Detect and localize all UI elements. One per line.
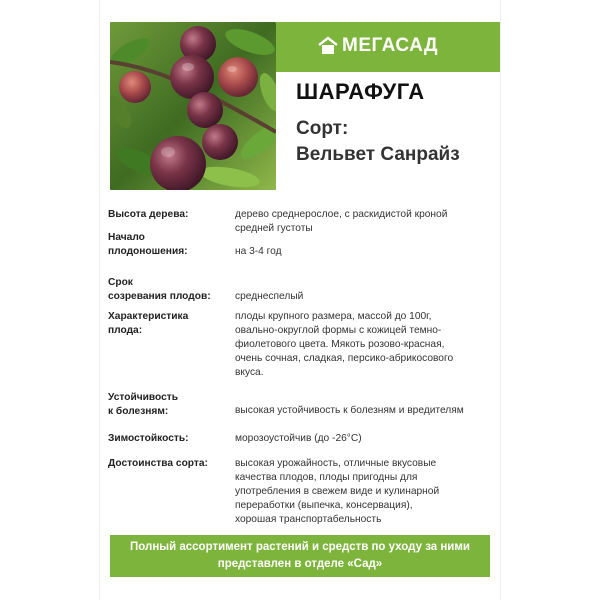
spec-value: плоды крупного размера, массой до 100г, овально-округлой формы с кожицей темно- фиолетового цвета. Мякоть розово-красная, очень сочная, сладкая, персико-абрикосового вкуса. <box>235 311 454 378</box>
spec-key: Начало плодоношения: <box>108 232 188 257</box>
spec-value: дерево среднерослое, с раскидистой кроной средней густоты <box>235 209 448 234</box>
spec-value: морозоустойчив (до -26°С) <box>235 433 362 444</box>
product-name: ШАРАФУГА <box>296 79 425 104</box>
footer-banner <box>110 535 490 577</box>
brand-name: МЕГАСАД <box>342 35 439 56</box>
spec-value: высокая устойчивость к болезням и вредителям <box>235 405 464 416</box>
fruit-photo <box>110 22 276 190</box>
product-card <box>100 0 500 600</box>
spec-value: среднеспелый <box>235 291 304 302</box>
spec-key: Высота дерева: <box>108 209 189 220</box>
spec-key: Зимостойкость: <box>108 433 189 444</box>
spec-key: Срок созревания плодов: <box>108 277 211 302</box>
brand-header <box>276 22 500 72</box>
sort-label: Сорт: <box>296 118 349 139</box>
sort-name: Вельвет Санрайз <box>296 144 460 165</box>
spec-key: Характеристика плода: <box>108 311 189 336</box>
house-logo-icon <box>318 36 338 56</box>
spec-value: на 3-4 год <box>235 246 282 257</box>
footer-line-1: Полный ассортимент растений и средств по уходу за ними <box>130 541 470 553</box>
spec-key: Достоинства сорта: <box>108 458 208 469</box>
spec-key: Устойчивость к болезням: <box>108 392 179 417</box>
spec-value: высокая урожайность, отличные вкусовые качества плодов, плоды пригодны для употребления в свежем виде и кулинарной переработки (выпечка, консервация), хорошая транспортабельность <box>235 458 440 525</box>
footer-line-2: представлен в отделе «Сад» <box>217 558 383 570</box>
brand-logo[interactable] <box>318 35 438 57</box>
